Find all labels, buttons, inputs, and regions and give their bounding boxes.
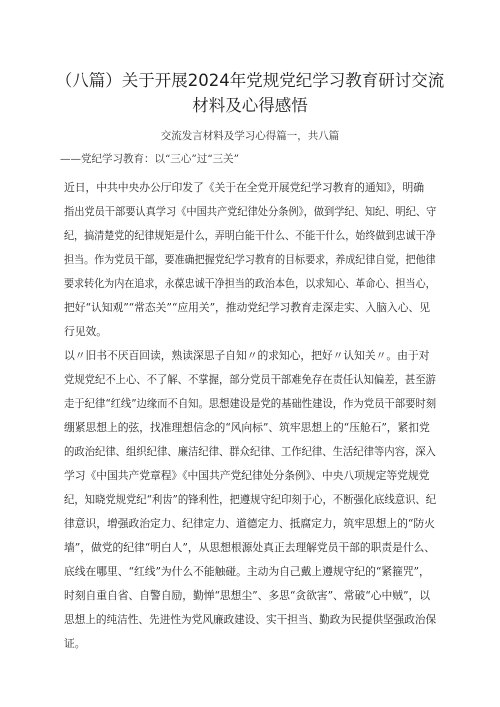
paragraph-line: 的政治纪律、组织纪律、廉洁纪律、群众纪律、工作纪律、生活纪律等内容，深入 <box>64 445 436 458</box>
document-subtitle: 交流发言材料及学习心得篇一，共八篇 <box>160 130 340 142</box>
paragraph-line: 绷紧思想上的弦，找准理想信念的“风向标”、筑牢思想上的“压舱石”，紧扣党 <box>64 421 430 434</box>
paragraph-line: 以〃旧书不厌百回读，熟读深思子自知〃的求知心，把好〃认知关〃。由于对 <box>64 349 430 362</box>
document-title-line2: 材料及心得感悟 <box>192 96 308 115</box>
paragraph-line: 要求转化为内在追求，永葆忠诚干净担当的政治本色，以求知心、革命心、担当心， <box>64 277 436 290</box>
paragraph-line: 底线在哪里、“红线”为什么不能触碰。主动为自己戴上遵规守纪的“紧箍咒”， <box>64 565 430 578</box>
paragraph-line: 时刻自重自省、自警自励，勤惮“思想尘”、多思“贪欲害”、常破“心中贼”，以 <box>64 589 430 602</box>
paragraph-line: 指出党员干部要认真学习《中国共产党纪律处分条例》，做到学纪、知纪、明纪、守 <box>64 205 437 218</box>
paragraph-line: 把好“认知观”“常态关”“应用关”，推动党纪学习教育走深走实、入脑入心、见 <box>64 301 430 314</box>
paragraph-line: 学习《中国共产党章程》《中国共产党纪律处分条例》、中央八项规定等党规党 <box>64 469 430 482</box>
paragraph-line: 担当。作为党员干部，要准确把握党纪学习教育的目标要求，养成纪律自觉，把他律 <box>64 253 436 266</box>
paragraph-line: 党规党纪不上心、不了解、不掌握，部分党员干部难免存在责任认知偏差，甚至游 <box>64 373 436 386</box>
paragraph-line: 思想上的纯洁性、先进性为党风廉政建设、实干担当、勤政为民提供坚强政治保 <box>64 613 437 626</box>
document-theme: ——党纪学习教育：以“三心”过“三关” <box>60 153 239 165</box>
paragraph-line: 墙”，做党的纪律“明白人”，从思想根源处真正去理解党员干部的职责是什么、 <box>64 541 436 554</box>
paragraph-line: 纪，搞清楚党的纪律规矩是什么，弄明白能干什么、不能干什么，始终做到忠诚干净 <box>64 229 436 242</box>
document-title-line1: （八篇）关于开展2024年党规党纪学习教育研讨交流 <box>55 71 445 90</box>
paragraph-line: 行见效。 <box>64 325 107 338</box>
paragraph-line: 律意识，增强政治定力、纪律定力、道德定力、抵腐定力，筑牢思想上的“防火 <box>64 517 435 530</box>
paragraph-line: 纪，知晓党规党纪“利齿”的锋利性，把遵规守纪印刻于心，不断强化底线意识、纪 <box>64 493 437 506</box>
paragraph-line: 近日，中共中央办公厅印发了《关于在全党开展党纪学习教育的通知》，明确 <box>64 181 424 194</box>
paragraph-line: 证。 <box>64 637 86 650</box>
paragraph-line: 走于纪律“红线”边缘而不自知。思想建设是党的基础性建设，作为党员干部要时刻 <box>64 397 437 410</box>
